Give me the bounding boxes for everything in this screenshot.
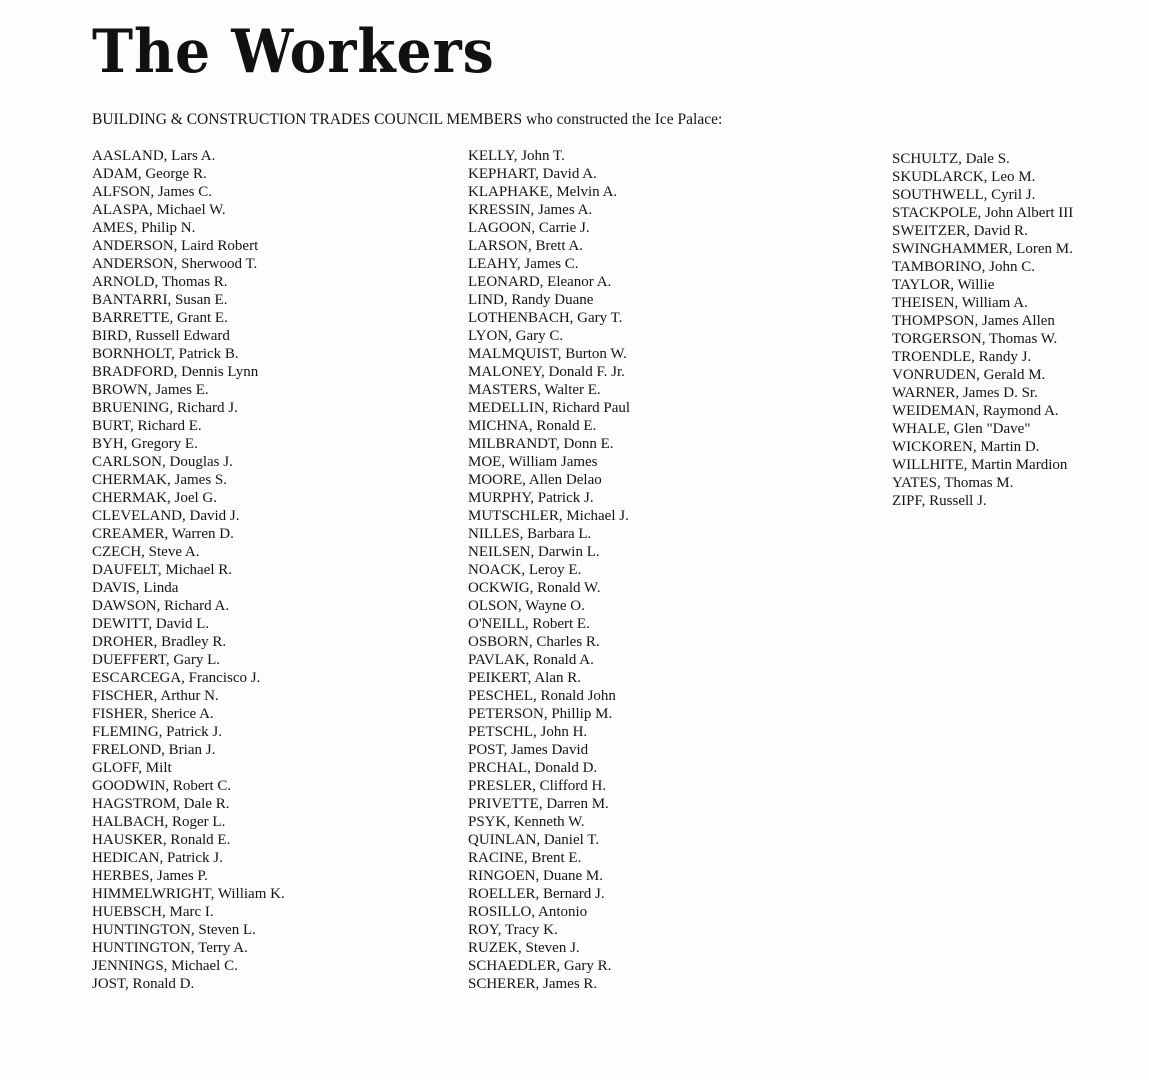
worker-name: PETERSON, Phillip M. <box>468 706 613 722</box>
worker-name: PAVLAK, Ronald A. <box>468 652 594 668</box>
worker-name: RUZEK, Steven J. <box>468 940 580 956</box>
worker-name: LARSON, Brett A. <box>468 238 584 254</box>
worker-name: WHALE, Glen "Dave" <box>892 421 1031 437</box>
worker-name: PRIVETTE, Darren M. <box>468 796 609 812</box>
worker-name: CHERMAK, James S. <box>92 472 228 488</box>
worker-name: MOE, William James <box>468 454 598 470</box>
names-column-3 <box>892 150 1073 510</box>
worker-name: MALMQUIST, Burton W. <box>468 346 627 362</box>
worker-name: AASLAND, Lars A. <box>92 148 216 164</box>
worker-name: BRADFORD, Dennis Lynn <box>92 364 259 380</box>
names-column-1 <box>92 147 285 993</box>
worker-name: MALONEY, Donald F. Jr. <box>468 364 625 380</box>
worker-name: AMES, Philip N. <box>92 220 196 236</box>
worker-name: CLEVELAND, David J. <box>92 508 240 524</box>
worker-name: RACINE, Brent E. <box>468 850 582 866</box>
worker-name: BIRD, Russell Edward <box>92 328 230 344</box>
worker-name: WICKOREN, Martin D. <box>892 439 1040 455</box>
worker-name: PETSCHL, John H. <box>468 724 588 740</box>
worker-name: LYON, Gary C. <box>468 328 564 344</box>
worker-name: MUTSCHLER, Michael J. <box>468 508 629 524</box>
worker-name: OCKWIG, Ronald W. <box>468 580 601 596</box>
worker-name: MOORE, Allen Delao <box>468 472 602 488</box>
worker-name: WEIDEMAN, Raymond A. <box>892 403 1059 419</box>
worker-name: SCHULTZ, Dale S. <box>892 151 1010 167</box>
worker-name: YATES, Thomas M. <box>892 475 1014 491</box>
worker-name: PSYK, Kenneth W. <box>468 814 585 830</box>
worker-name: TROENDLE, Randy J. <box>892 349 1032 365</box>
worker-name: CHERMAK, Joel G. <box>92 490 218 506</box>
worker-name: THOMPSON, James Allen <box>892 313 1055 329</box>
worker-name: RINGOEN, Duane M. <box>468 868 603 884</box>
worker-name: ANDERSON, Sherwood T. <box>92 256 258 272</box>
worker-name: DAUFELT, Michael R. <box>92 562 232 578</box>
worker-name: SWINGHAMMER, Loren M. <box>892 241 1073 257</box>
worker-name: OLSON, Wayne O. <box>468 598 585 614</box>
worker-name: HERBES, James P. <box>92 868 208 884</box>
worker-name: MEDELLIN, Richard Paul <box>468 400 631 416</box>
worker-name: POST, James David <box>468 742 589 758</box>
worker-name: BROWN, James E. <box>92 382 209 398</box>
worker-name: MICHNA, Ronald E. <box>468 418 597 434</box>
worker-name: DEWITT, David L. <box>92 616 210 632</box>
worker-name: DROHER, Bradley R. <box>92 634 227 650</box>
names-column-2 <box>468 147 630 993</box>
worker-name: HEDICAN, Patrick J. <box>92 850 223 866</box>
worker-name: BORNHOLT, Patrick B. <box>92 346 239 362</box>
worker-name: MASTERS, Walter E. <box>468 382 601 398</box>
worker-name: PRESLER, Clifford H. <box>468 778 607 794</box>
worker-name: JENNINGS, Michael C. <box>92 958 238 974</box>
worker-name: JOST, Ronald D. <box>92 976 195 992</box>
worker-name: HIMMELWRIGHT, William K. <box>92 886 285 902</box>
worker-name: TAYLOR, Willie <box>892 277 995 293</box>
worker-name: ALASPA, Michael W. <box>92 202 226 218</box>
worker-name: HUNTINGTON, Steven L. <box>92 922 256 938</box>
worker-name: TORGERSON, Thomas W. <box>892 331 1058 347</box>
worker-name: NILLES, Barbara L. <box>468 526 592 542</box>
worker-name: LOTHENBACH, Gary T. <box>468 310 623 326</box>
worker-name: ROSILLO, Antonio <box>468 904 588 920</box>
worker-name: ARNOLD, Thomas R. <box>92 274 228 290</box>
worker-name: LEONARD, Eleanor A. <box>468 274 612 290</box>
worker-name: CARLSON, Douglas J. <box>92 454 233 470</box>
worker-name: FLEMING, Patrick J. <box>92 724 222 740</box>
worker-name: FISCHER, Arthur N. <box>92 688 219 704</box>
worker-name: NEILSEN, Darwin L. <box>468 544 600 560</box>
worker-name: BARRETTE, Grant E. <box>92 310 228 326</box>
worker-name: BURT, Richard E. <box>92 418 202 434</box>
worker-name: WILLHITE, Martin Mardion <box>892 457 1068 473</box>
page-subtitle: BUILDING & CONSTRUCTION TRADES COUNCIL MEMBERS who constructed the Ice Palace: <box>92 111 723 128</box>
worker-name: SCHAEDLER, Gary R. <box>468 958 612 974</box>
worker-name: ALFSON, James C. <box>92 184 213 200</box>
worker-name: HUNTINGTON, Terry A. <box>92 940 248 956</box>
worker-name: LEAHY, James C. <box>468 256 579 272</box>
worker-name: BRUENING, Richard J. <box>92 400 238 416</box>
worker-name: HAUSKER, Ronald E. <box>92 832 231 848</box>
worker-name: LAGOON, Carrie J. <box>468 220 590 236</box>
worker-name: HAGSTROM, Dale R. <box>92 796 230 812</box>
worker-name: QUINLAN, Daniel T. <box>468 832 600 848</box>
worker-name: CREAMER, Warren D. <box>92 526 234 542</box>
worker-name: ZIPF, Russell J. <box>892 493 987 509</box>
worker-name: LIND, Randy Duane <box>468 292 594 308</box>
worker-name: TAMBORINO, John C. <box>892 259 1035 275</box>
worker-name: THEISEN, William A. <box>892 295 1028 311</box>
worker-name: CZECH, Steve A. <box>92 544 200 560</box>
worker-name: FRELOND, Brian J. <box>92 742 216 758</box>
worker-name: BYH, Gregory E. <box>92 436 198 452</box>
worker-name: DAVIS, Linda <box>92 580 179 596</box>
worker-name: HALBACH, Roger L. <box>92 814 226 830</box>
worker-name: GOODWIN, Robert C. <box>92 778 232 794</box>
worker-name: VONRUDEN, Gerald M. <box>892 367 1046 383</box>
worker-name: ROY, Tracy K. <box>468 922 558 938</box>
page-title: The Workers <box>92 17 495 87</box>
worker-name: DUEFFERT, Gary L. <box>92 652 220 668</box>
worker-name: HUEBSCH, Marc I. <box>92 904 214 920</box>
worker-name: MURPHY, Patrick J. <box>468 490 594 506</box>
worker-name: ADAM, George R. <box>92 166 207 182</box>
worker-name: STACKPOLE, John Albert III <box>892 205 1074 221</box>
worker-name: KELLY, John T. <box>468 148 565 164</box>
worker-name: NOACK, Leroy E. <box>468 562 582 578</box>
worker-name: SKUDLARCK, Leo M. <box>892 169 1036 185</box>
worker-name: ESCARCEGA, Francisco J. <box>92 670 261 686</box>
worker-name: PESCHEL, Ronald John <box>468 688 616 704</box>
worker-name: GLOFF, Milt <box>92 760 172 776</box>
worker-name: OSBORN, Charles R. <box>468 634 600 650</box>
worker-name: MILBRANDT, Donn E. <box>468 436 614 452</box>
worker-name: O'NEILL, Robert E. <box>468 616 590 632</box>
worker-name: SOUTHWELL, Cyril J. <box>892 187 1036 203</box>
worker-name: ROELLER, Bernard J. <box>468 886 605 902</box>
worker-name: ANDERSON, Laird Robert <box>92 238 259 254</box>
worker-name: KEPHART, David A. <box>468 166 597 182</box>
worker-name: WARNER, James D. Sr. <box>892 385 1038 401</box>
worker-name: PEIKERT, Alan R. <box>468 670 581 686</box>
worker-name: DAWSON, Richard A. <box>92 598 230 614</box>
worker-name: SWEITZER, David R. <box>892 223 1028 239</box>
worker-name: KRESSIN, James A. <box>468 202 593 218</box>
worker-name: BANTARRI, Susan E. <box>92 292 228 308</box>
worker-name: SCHERER, James R. <box>468 976 598 992</box>
worker-name: KLAPHAKE, Melvin A. <box>468 184 618 200</box>
worker-name: FISHER, Sherice A. <box>92 706 214 722</box>
worker-name: PRCHAL, Donald D. <box>468 760 598 776</box>
